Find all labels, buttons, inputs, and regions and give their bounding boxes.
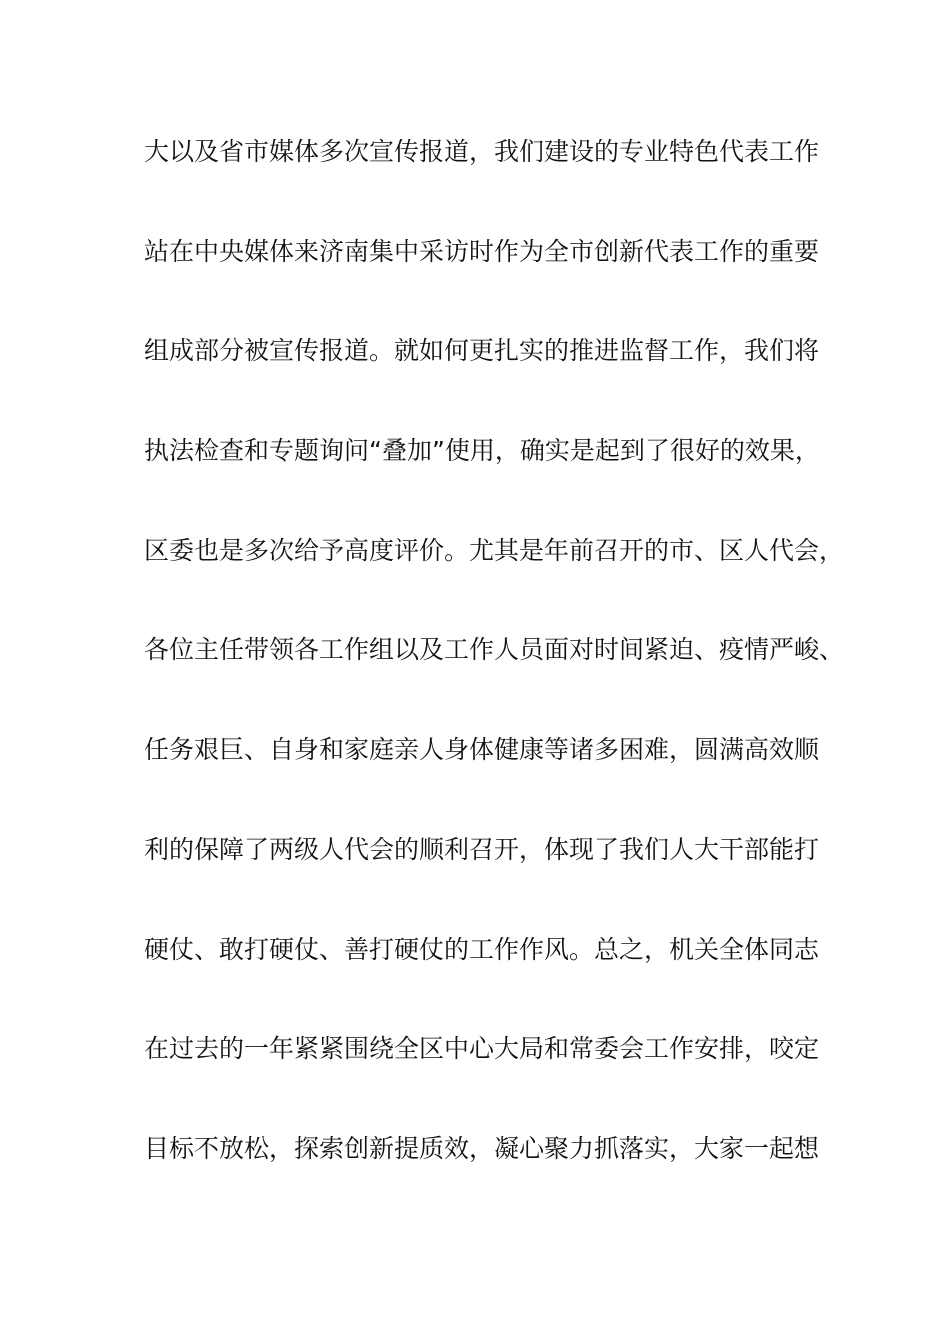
text-line: 各位主任带领各工作组以及工作人员面对时间紧迫、疫情严峻、 [144,635,845,665]
text-line: 区委也是多次给予高度评价。尤其是年前召开的市、区人代会， [144,535,845,565]
text-line: 执法检查和专题询问“叠加”使用，确实是起到了很好的效果， [144,436,820,466]
text-line: 目标不放松，探索创新提质效，凝心聚力抓落实，大家一起想 [144,1133,820,1163]
text-line: 硬仗、敢打硬仗、善打硬仗的工作作风。总之，机关全体同志 [144,934,820,964]
text-line: 站在中央媒体来济南集中采访时作为全市创新代表工作的重要 [144,236,820,266]
text-line: 大以及省市媒体多次宣传报道，我们建设的专业特色代表工作 [144,137,820,166]
text-line: 在过去的一年紧紧围绕全区中心大局和常委会工作安排，咬定 [144,1034,820,1064]
text-line: 任务艰巨、自身和家庭亲人身体健康等诸多困难，圆满高效顺 [144,735,820,765]
body-text [144,126,845,1223]
text-line: 利的保障了两级人代会的顺利召开，体现了我们人大干部能打 [144,834,820,864]
text-line: 组成部分被宣传报道。就如何更扎实的推进监督工作，我们将 [144,336,820,366]
